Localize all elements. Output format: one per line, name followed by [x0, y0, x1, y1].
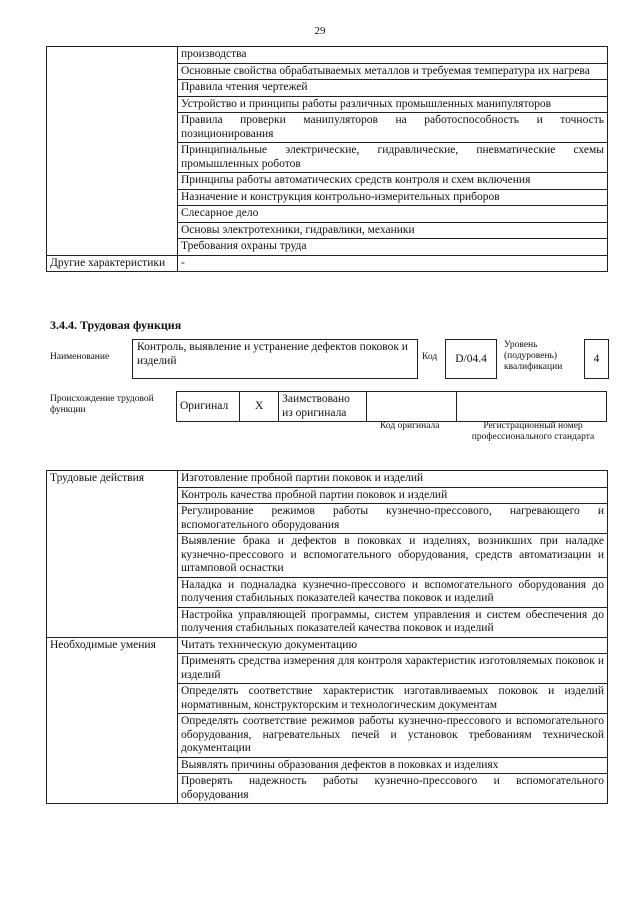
skill-item: Применять средства измерения для контроля характеристик изготовляемых поковок и изделий	[178, 654, 608, 684]
code-value: D/04.4	[455, 353, 487, 365]
function-name-box	[132, 339, 418, 379]
labor-actions-label: Трудовые действия	[47, 471, 178, 638]
code-box	[445, 339, 497, 379]
knowledge-item: производства	[178, 47, 608, 64]
knowledge-item: Назначение и конструкция контрольно-измерительных приборов	[178, 189, 608, 206]
knowledge-item: Правила проверки манипуляторов на работоспособность и точность позиционирования	[178, 113, 608, 143]
knowledge-label-cell	[47, 47, 178, 256]
code-label: Код	[422, 352, 438, 362]
other-characteristics-label: Другие характеристики	[47, 255, 178, 272]
level-box	[584, 339, 609, 379]
reg-number-caption: Регистрационный номер профессионального стандарта	[471, 421, 595, 442]
labor-action-item: Наладка и подналадка кузнечно-прессового и вспомогательного оборудования до получения стабильных показателей качества поковок и изделий	[178, 577, 608, 607]
labor-action-item: Выявление брака и дефектов в поковках и изделиях, возникших при наладке кузнечно-прессового и вспомогательного оборудования, средств автоматизации и штамповой оснастки	[178, 534, 608, 578]
section-title: 3.4.4. Трудовая функция	[50, 318, 182, 332]
qualification-level-label: Уровень (подуровень) квалификации	[504, 340, 563, 372]
knowledge-item: Принципиальные электрические, гидравлические, пневматические схемы промышленных роботов	[178, 143, 608, 173]
origin-label: Происхождение трудовой функции	[50, 394, 154, 415]
labor-action-item: Регулирование режимов работы кузнечно-прессового, нагревающего и вспомогательного оборудования	[178, 504, 608, 534]
knowledge-item: Требования охраны труда	[178, 239, 608, 256]
origin-code-cell	[366, 392, 456, 422]
knowledge-item: Принципы работы автоматических средств контроля и схем включения	[178, 173, 608, 190]
required-skills-label: Необходимые умения	[47, 637, 178, 804]
original-mark: X	[240, 392, 279, 422]
origin-code-caption: Код оригинала	[380, 421, 440, 431]
labor-action-item: Настройка управляющей программы, систем управления и систем обеспечения до получения стабильных показателей качества поковок и изделий	[178, 607, 608, 637]
skill-item: Читать техническую документацию	[178, 637, 608, 654]
skill-item: Проверять надежность работы кузнечно-прессового и вспомогательного оборудования	[178, 774, 608, 804]
knowledge-item: Устройство и принципы работы различных промышленных манипуляторов	[178, 96, 608, 113]
origin-table	[176, 391, 607, 422]
skill-item: Определять соответствие режимов работы кузнечно-прессового и вспомогательного оборудования, нагревательных печей и установок требованиям технической документации	[178, 714, 608, 758]
borrowed-label: Заимствовано из оригинала	[279, 392, 367, 422]
skill-item: Выявлять причины образования дефектов в поковках и изделиях	[178, 757, 608, 774]
knowledge-item: Слесарное дело	[178, 206, 608, 223]
labor-function-table	[46, 470, 608, 804]
knowledge-item: Основные свойства обрабатываемых металлов и требуемая температура их нагрева	[178, 63, 608, 80]
labor-action-item: Изготовление пробной партии поковок и изделий	[178, 471, 608, 488]
knowledge-item: Основы электротехники, гидравлики, механики	[178, 222, 608, 239]
labor-action-item: Контроль качества пробной партии поковок и изделий	[178, 487, 608, 504]
level-value: 4	[593, 353, 600, 365]
page-number: 29	[314, 25, 326, 37]
knowledge-table-continued	[46, 46, 608, 272]
reg-number-cell	[456, 392, 606, 422]
skill-item: Определять соответствие характеристик изготавливаемых поковок и изделий нормативным, конструкторским и технологическим документам	[178, 684, 608, 714]
original-label: Оригинал	[177, 392, 240, 422]
other-characteristics-value: -	[178, 255, 608, 272]
knowledge-item: Правила чтения чертежей	[178, 80, 608, 97]
function-name-value: Контроль, выявление и устранение дефектов поковок и изделий	[137, 341, 408, 367]
name-label: Наименование	[50, 352, 110, 362]
